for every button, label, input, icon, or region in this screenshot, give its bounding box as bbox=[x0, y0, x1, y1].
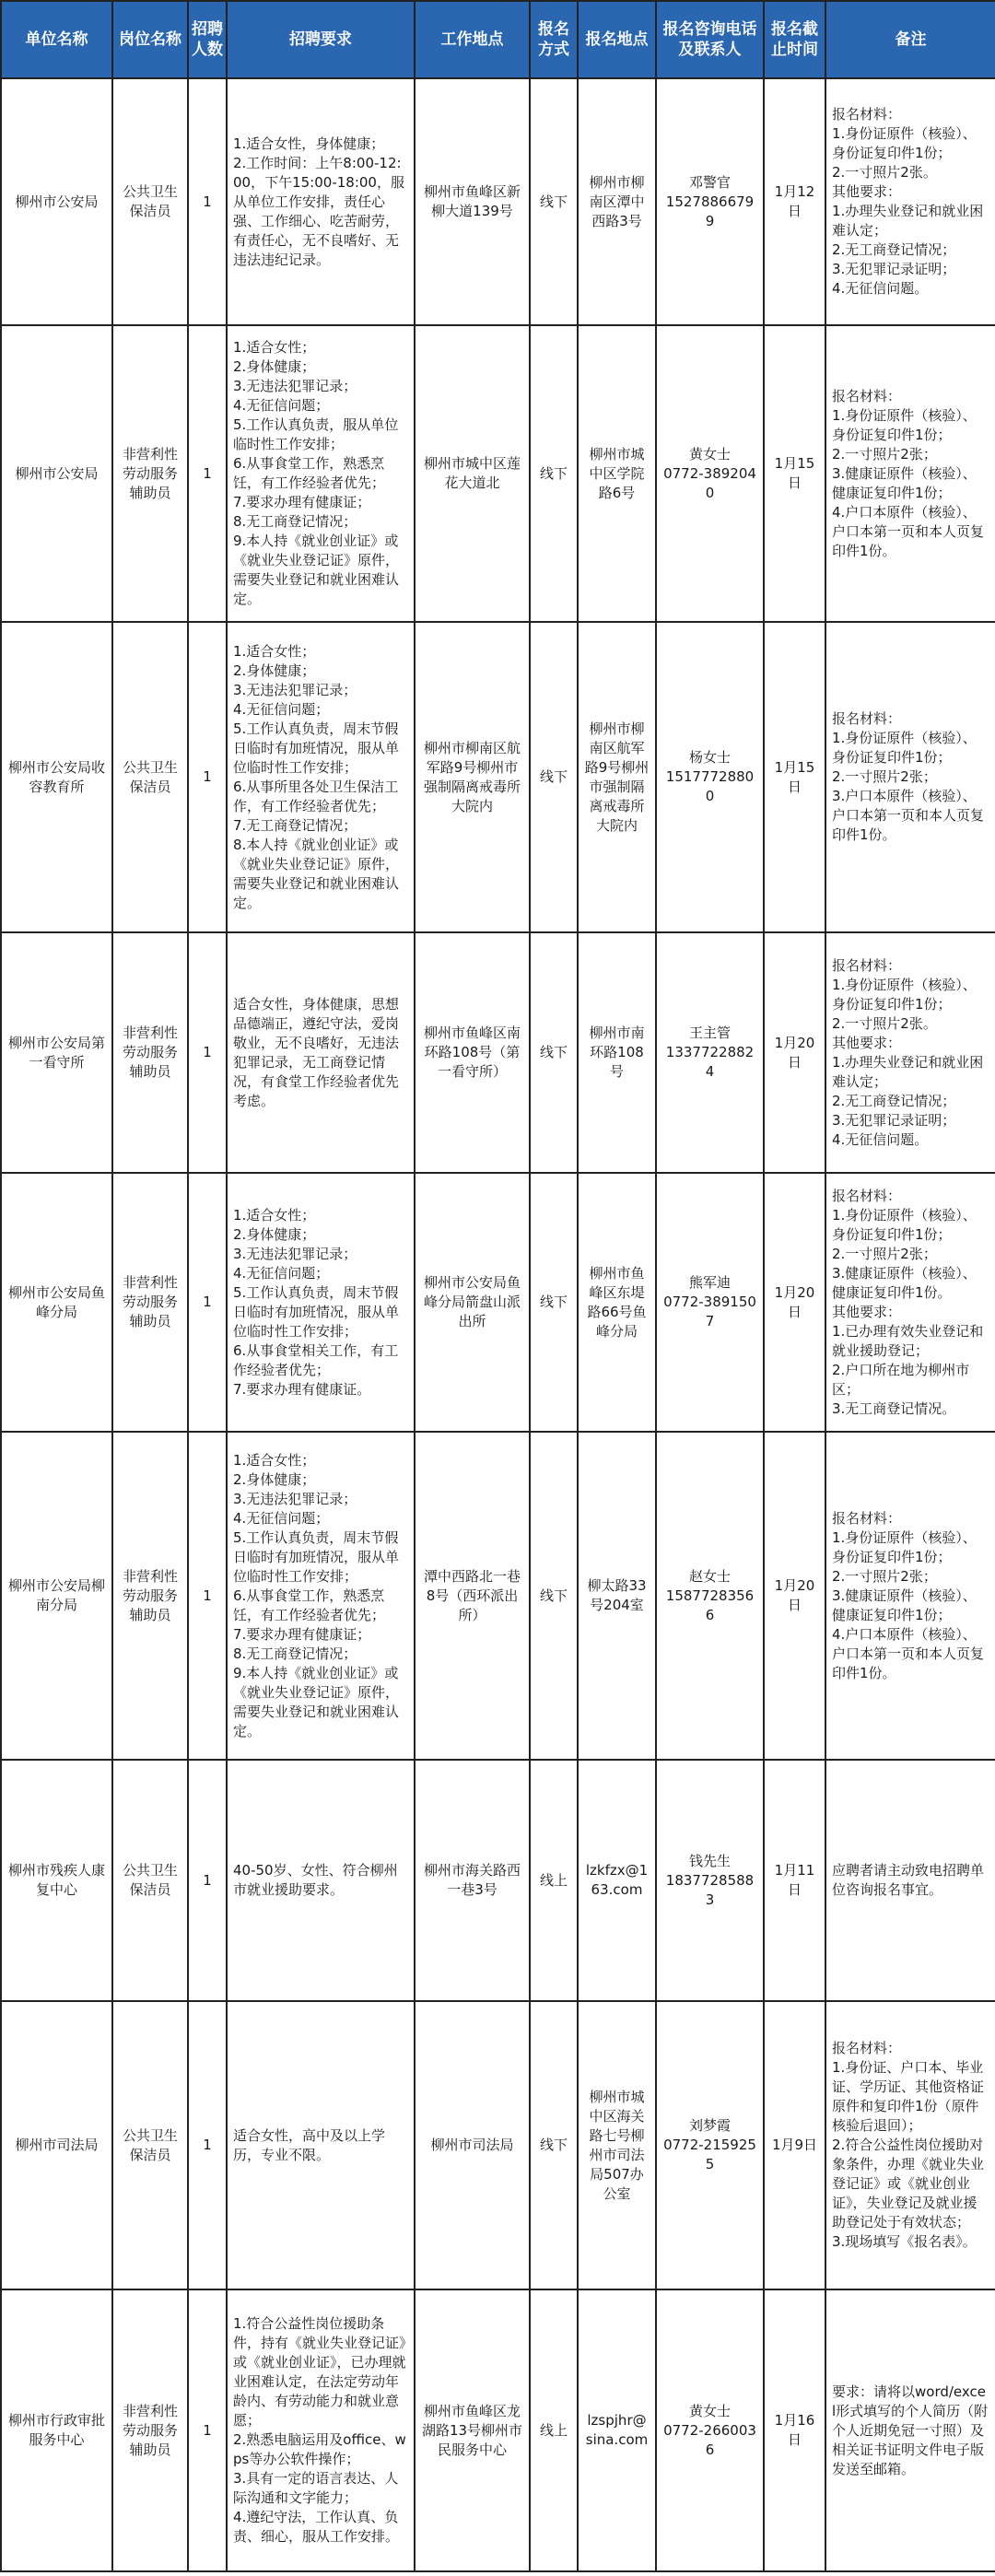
table-row bbox=[1, 2289, 995, 2571]
cell-apply-place: 柳太路33号204室 bbox=[578, 1432, 656, 1760]
cell-apply-place: 柳州市柳南区潭中西路3号 bbox=[578, 78, 656, 325]
cell-unit: 柳州市公安局 bbox=[1, 325, 112, 622]
cell-contact: 邓警官 15278866799 bbox=[656, 78, 764, 325]
cell-position: 非营利性劳动服务辅助员 bbox=[112, 1173, 188, 1432]
cell-apply-place: 柳州市城中区海关路七号柳州市司法局507办公室 bbox=[578, 2001, 656, 2289]
table-row bbox=[1, 1173, 995, 1432]
cell-requirements: 1.适合女性； 2.身体健康； 3.无违法犯罪记录； 4.无征信问题； 5.工作认真负责，服从单位临时性工作安排； 6.从事食堂工作，熟悉烹饪，有工作经验者优先； 7.要求办理有健康证； 8.无工商登记情况； 9.本人持《就业创业证》或《就业失业登记证》原件，需要失业登记和就业困难认定。 bbox=[227, 325, 415, 622]
cell-method: 线上 bbox=[530, 1760, 578, 2001]
cell-requirements: 1.适合女性； 2.身体健康； 3.无违法犯罪记录； 4.无征信问题； 5.工作认真负责，周末节假日临时有加班情况，服从单位临时性工作安排； 6.从事食堂工作，熟悉烹饪，有工作经验者优先； 7.要求办理有健康证； 8.无工商登记情况； 9.本人持《就业创业证》或《就业失业登记证》原件，需要失业登记和就业困难认定。 bbox=[227, 1432, 415, 1760]
cell-remarks: 要求：请将以word/excel形式填写的个人简历（附个人近期免冠一寸照）及相关证书证明文件电子版发送至邮箱。 bbox=[825, 2289, 995, 2571]
cell-contact: 杨女士 15177728800 bbox=[656, 622, 764, 932]
header-contact: 报名咨询电话及联系人 bbox=[656, 1, 764, 78]
cell-contact: 赵女士 15877283566 bbox=[656, 1432, 764, 1760]
cell-remarks: 报名材料： 1.身份证原件（核验）、身份证复印件1份； 2.一寸照片2张； 3.户口本原件（核验）、户口本第一页和本人页复印件1份。 bbox=[825, 622, 995, 932]
cell-method: 线下 bbox=[530, 2001, 578, 2289]
cell-requirements: 1.适合女性； 2.身体健康； 3.无违法犯罪记录； 4.无征信问题； 5.工作认真负责，周末节假日临时有加班情况，服从单位临时性工作安排； 6.从事食堂相关工作，有工作经验者优先； 7.要求办理有健康证。 bbox=[227, 1173, 415, 1432]
cell-unit: 柳州市公安局收容教育所 bbox=[1, 622, 112, 932]
table-row bbox=[1, 2001, 995, 2289]
cell-requirements: 1.适合女性； 2.身体健康； 3.无违法犯罪记录； 4.无征信问题； 5.工作认真负责，周末节假日临时有加班情况，服从单位临时性工作安排； 6.从事所里各处卫生保洁工作，有工作经验者优先； 7.无工商登记情况； 8.本人持《就业创业证》或《就业失业登记证》原件，需要失业登记和就业困难认定。 bbox=[227, 622, 415, 932]
cell-position: 公共卫生保洁员 bbox=[112, 78, 188, 325]
table-row bbox=[1, 1432, 995, 1760]
cell-position: 非营利性劳动服务辅助员 bbox=[112, 932, 188, 1173]
table-row bbox=[1, 622, 995, 932]
table-row bbox=[1, 78, 995, 325]
cell-count: 1 bbox=[188, 2001, 227, 2289]
cell-location: 柳州市鱼峰区新柳大道139号 bbox=[415, 78, 530, 325]
cell-deadline: 1月15日 bbox=[764, 622, 825, 932]
header-unit: 单位名称 bbox=[1, 1, 112, 78]
cell-apply-place: 柳州市城中区学院路6号 bbox=[578, 325, 656, 622]
cell-apply-place: 柳州市南环路108号 bbox=[578, 932, 656, 1173]
cell-contact: 钱先生 18377285883 bbox=[656, 1760, 764, 2001]
cell-position: 非营利性劳动服务辅助员 bbox=[112, 1432, 188, 1760]
cell-position: 公共卫生保洁员 bbox=[112, 622, 188, 932]
cell-count: 1 bbox=[188, 622, 227, 932]
header-remarks: 备注 bbox=[825, 1, 995, 78]
header-method: 报名方式 bbox=[530, 1, 578, 78]
cell-position: 公共卫生保洁员 bbox=[112, 2001, 188, 2289]
cell-unit: 柳州市公安局鱼峰分局 bbox=[1, 1173, 112, 1432]
header-location: 工作地点 bbox=[415, 1, 530, 78]
cell-unit: 柳州市行政审批服务中心 bbox=[1, 2289, 112, 2571]
cell-method: 线下 bbox=[530, 932, 578, 1173]
cell-deadline: 1月20日 bbox=[764, 1173, 825, 1432]
cell-remarks: 应聘者请主动致电招聘单位咨询报名事宜。 bbox=[825, 1760, 995, 2001]
cell-contact: 刘梦霞 0772-2159255 bbox=[656, 2001, 764, 2289]
cell-position: 公共卫生保洁员 bbox=[112, 1760, 188, 2001]
cell-remarks: 报名材料： 1.身份证原件（核验）、身份证复印件1份； 2.一寸照片2张； 3.健康证原件（核验）、健康证复印件1份； 4.户口本原件（核验）、户口本第一页和本人页复印件1份。 bbox=[825, 1432, 995, 1760]
cell-remarks: 报名材料： 1.身份证、户口本、毕业证、学历证、其他资格证原件和复印件1份（原件核验后退回）； 2.符合公益性岗位援助对象条件，办理《就业失业登记证》或《就业创业证》，失业登记及就业援助登记处于有效状态； 3.现场填写《报名表》。 bbox=[825, 2001, 995, 2289]
cell-apply-place: lzkfzx@163.com bbox=[578, 1760, 656, 2001]
cell-apply-place: lzspjhr@sina.com bbox=[578, 2289, 656, 2571]
table-row bbox=[1, 932, 995, 1173]
cell-requirements: 1.适合女性，身体健康； 2.工作时间：上午8:00-12:00，下午15:00-18:00，服从单位工作安排，责任心强、工作细心、吃苦耐劳，有责任心，无不良嗜好、无违法违纪记录。 bbox=[227, 78, 415, 325]
table-row bbox=[1, 1760, 995, 2001]
table-row bbox=[1, 325, 995, 622]
cell-method: 线下 bbox=[530, 1432, 578, 1760]
cell-deadline: 1月20日 bbox=[764, 932, 825, 1173]
cell-requirements: 适合女性，身体健康，思想品德端正，遵纪守法，爱岗敬业，无不良嗜好，无违法犯罪记录，无工商登记情况，有食堂工作经验者优先考虑。 bbox=[227, 932, 415, 1173]
cell-method: 线下 bbox=[530, 622, 578, 932]
cell-method: 线下 bbox=[530, 325, 578, 622]
cell-unit: 柳州市司法局 bbox=[1, 2001, 112, 2289]
table-header bbox=[1, 1, 995, 78]
cell-count: 1 bbox=[188, 2289, 227, 2571]
cell-location: 潭中西路北一巷8号（西环派出所） bbox=[415, 1432, 530, 1760]
cell-remarks: 报名材料： 1.身份证原件（核验）、身份证复印件1份； 2.一寸照片2张； 3.健康证原件（核验）、健康证复印件1份； 4.户口本原件（核验）、户口本第一页和本人页复印件1份。 bbox=[825, 325, 995, 622]
cell-unit: 柳州市公安局第一看守所 bbox=[1, 932, 112, 1173]
cell-contact: 熊军迪 0772-3891507 bbox=[656, 1173, 764, 1432]
cell-count: 1 bbox=[188, 1432, 227, 1760]
cell-position: 非营利性劳动服务辅助员 bbox=[112, 325, 188, 622]
header-apply-place: 报名地点 bbox=[578, 1, 656, 78]
cell-position: 非营利性劳动服务辅助员 bbox=[112, 2289, 188, 2571]
cell-remarks: 报名材料： 1.身份证原件（核验）、身份证复印件1份； 2.一寸照片2张。 其他要求： 1.办理失业登记和就业困难认定； 2.无工商登记情况； 3.无犯罪记录证明； 4.无征信问题。 bbox=[825, 78, 995, 325]
cell-apply-place: 柳州市鱼峰区东堤路66号鱼峰分局 bbox=[578, 1173, 656, 1432]
cell-location: 柳州市鱼峰区龙湖路13号柳州市民服务中心 bbox=[415, 2289, 530, 2571]
cell-contact: 黄女士 0772-2660036 bbox=[656, 2289, 764, 2571]
cell-location: 柳州市司法局 bbox=[415, 2001, 530, 2289]
cell-location: 柳州市鱼峰区南环路108号（第一看守所） bbox=[415, 932, 530, 1173]
cell-method: 线下 bbox=[530, 78, 578, 325]
header-deadline: 报名截止时间 bbox=[764, 1, 825, 78]
cell-apply-place: 柳州市柳南区航军路9号柳州市强制隔离戒毒所大院内 bbox=[578, 622, 656, 932]
cell-deadline: 1月12日 bbox=[764, 78, 825, 325]
cell-unit: 柳州市公安局 bbox=[1, 78, 112, 325]
cell-count: 1 bbox=[188, 325, 227, 622]
cell-location: 柳州市公安局鱼峰分局箭盘山派出所 bbox=[415, 1173, 530, 1432]
cell-count: 1 bbox=[188, 1173, 227, 1432]
cell-contact: 王主管 13377228824 bbox=[656, 932, 764, 1173]
table-body bbox=[1, 78, 995, 2571]
cell-deadline: 1月16日 bbox=[764, 2289, 825, 2571]
header-position: 岗位名称 bbox=[112, 1, 188, 78]
cell-deadline: 1月11日 bbox=[764, 1760, 825, 2001]
cell-location: 柳州市城中区莲花大道北 bbox=[415, 325, 530, 622]
header-requirements: 招聘要求 bbox=[227, 1, 415, 78]
cell-requirements: 1.符合公益性岗位援助条件，持有《就业失业登记证》或《就业创业证》，已办理就业困难认定，在法定劳动年龄内、有劳动能力和就业意愿； 2.熟悉电脑运用及office、wps等办公软件操作； 3.具有一定的语言表达、人际沟通和文字能力； 4.遵纪守法，工作认真、负责、细心，服从工作安排。 bbox=[227, 2289, 415, 2571]
cell-remarks: 报名材料： 1.身份证原件（核验）、身份证复印件1份； 2.一寸照片2张； 3.健康证原件（核验）、健康证复印件1份。 其他要求： 1.已办理有效失业登记和就业援助登记； 2.户口所在地为柳州市区； 3.无工商登记情况。 bbox=[825, 1173, 995, 1432]
cell-contact: 黄女士 0772-3892040 bbox=[656, 325, 764, 622]
cell-unit: 柳州市公安局柳南分局 bbox=[1, 1432, 112, 1760]
cell-deadline: 1月9日 bbox=[764, 2001, 825, 2289]
cell-count: 1 bbox=[188, 1760, 227, 2001]
cell-method: 线下 bbox=[530, 1173, 578, 1432]
cell-deadline: 1月20日 bbox=[764, 1432, 825, 1760]
cell-location: 柳州市海关路西一巷3号 bbox=[415, 1760, 530, 2001]
cell-method: 线上 bbox=[530, 2289, 578, 2571]
header-count: 招聘人数 bbox=[188, 1, 227, 78]
cell-unit: 柳州市残疾人康复中心 bbox=[1, 1760, 112, 2001]
cell-requirements: 40-50岁、女性、符合柳州市就业援助要求。 bbox=[227, 1760, 415, 2001]
cell-count: 1 bbox=[188, 78, 227, 325]
cell-location: 柳州市柳南区航军路9号柳州市强制隔离戒毒所大院内 bbox=[415, 622, 530, 932]
cell-remarks: 报名材料： 1.身份证原件（核验）、身份证复印件1份； 2.一寸照片2张。 其他要求： 1.办理失业登记和就业困难认定； 2.无工商登记情况； 3.无犯罪记录证明； 4.无征信问题。 bbox=[825, 932, 995, 1173]
cell-requirements: 适合女性，高中及以上学历，专业不限。 bbox=[227, 2001, 415, 2289]
cell-count: 1 bbox=[188, 932, 227, 1173]
header-row bbox=[1, 1, 995, 78]
cell-deadline: 1月15日 bbox=[764, 325, 825, 622]
